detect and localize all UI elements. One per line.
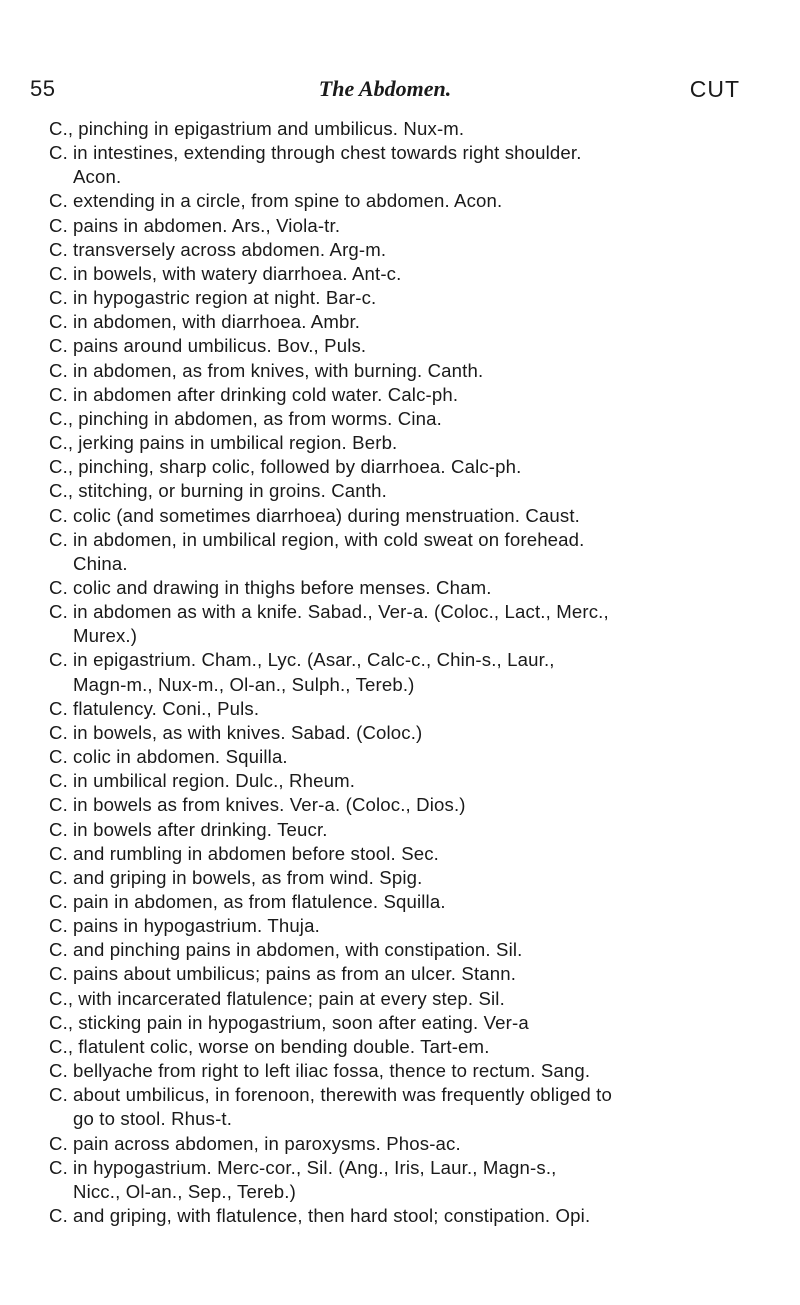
entry-rubric: C., xyxy=(49,407,74,429)
entry-continuation-line: Nicc., Ol-an., Sep., Tereb.) xyxy=(73,1180,296,1202)
entry xyxy=(49,262,749,286)
entry xyxy=(49,528,749,576)
entry-line: with incarcerated flatulence; pain at every step. Sil. xyxy=(78,987,505,1009)
entry-line: pain in abdomen, as from flatulence. Squilla. xyxy=(73,891,446,912)
entry xyxy=(49,407,749,431)
entry-rubric: C. xyxy=(49,335,68,357)
entry-line: bellyache from right to left iliac fossa, thence to rectum. Sang. xyxy=(73,1060,591,1082)
entry-rubric: C., xyxy=(49,987,74,1009)
entry-text xyxy=(73,479,749,503)
entry xyxy=(49,987,749,1011)
entry-line: in bowels as from knives. Ver-a. (Coloc., Dios.) xyxy=(73,794,466,816)
entry-text xyxy=(68,793,749,817)
entry-line: and pinching pains in abdomen, with constipation. Sil. xyxy=(73,939,523,961)
entry xyxy=(49,600,749,648)
entry-rubric: C. xyxy=(49,383,68,405)
entry-rubric: C., xyxy=(49,1035,74,1057)
entry-rubric: C. xyxy=(49,891,68,912)
entry-rubric: C. xyxy=(49,238,68,260)
entry-rubric: C., xyxy=(49,432,74,454)
entry-line: pinching, sharp colic, followed by diarrhoea. Calc-ph. xyxy=(78,456,522,478)
entry-text xyxy=(68,818,749,842)
entry xyxy=(49,793,749,817)
entry-text xyxy=(68,866,749,890)
page-header xyxy=(30,76,740,108)
running-title: The Abdomen. xyxy=(318,76,452,101)
entry-text xyxy=(68,914,749,938)
entry-line: in abdomen as with a knife. Sabad., Ver-a. (Coloc., Lact., Merc., xyxy=(73,601,609,623)
entry-rubric: C. xyxy=(49,262,68,284)
entry-rubric: C. xyxy=(49,1084,68,1106)
entry-rubric: C. xyxy=(49,770,68,792)
entry-line: transversely across abdomen. Arg-m. xyxy=(73,238,387,260)
entry-text xyxy=(68,1156,749,1204)
entry xyxy=(49,697,749,721)
entry-continuation-line: Magn-m., Nux-m., Ol-an., Sulph., Tereb.) xyxy=(73,673,415,695)
entry-line: and griping in bowels, as from wind. Spig. xyxy=(73,866,423,888)
entry-line: colic and drawing in thighs before menses. Cham. xyxy=(73,576,492,598)
entry xyxy=(49,1132,749,1156)
entry-rubric: C. xyxy=(49,721,68,743)
entry-line: and rumbling in abdomen before stool. Sec. xyxy=(73,842,439,864)
entry-rubric: C. xyxy=(49,697,68,719)
entry xyxy=(49,238,749,262)
entry-line: in umbilical region. Dulc., Rheum. xyxy=(73,770,356,792)
entry-text xyxy=(68,334,749,358)
entry xyxy=(49,842,749,866)
entry-line: stitching, or burning in groins. Canth. xyxy=(78,480,387,502)
entry xyxy=(49,576,749,600)
entry-rubric: C. xyxy=(49,866,68,888)
entry-text xyxy=(68,214,749,238)
entry-text xyxy=(73,1011,749,1035)
entry-line: in bowels, as with knives. Sabad. (Coloc.) xyxy=(73,721,423,743)
entry-line: in hypogastrium. Merc-cor., Sil. (Ang., Iris, Laur., Magn-s., xyxy=(73,1156,557,1178)
entry-rubric: C. xyxy=(49,142,68,164)
entry xyxy=(49,310,749,334)
entry xyxy=(49,141,749,189)
entry-text xyxy=(68,576,749,600)
entry-line: about umbilicus, in forenoon, therewith was frequently obliged to xyxy=(73,1084,612,1106)
entry xyxy=(49,818,749,842)
entry xyxy=(49,866,749,890)
entry-line: pinching in abdomen, as from worms. Cina. xyxy=(78,407,442,429)
entry xyxy=(49,1156,749,1204)
entry xyxy=(49,648,749,696)
entry-text xyxy=(68,1083,749,1131)
entry-rubric: C., xyxy=(49,1011,74,1033)
entry-continuation-line: Murex.) xyxy=(73,625,138,647)
entry-rubric: C. xyxy=(49,504,68,526)
entry-rubric: C. xyxy=(49,311,68,333)
entry-line: pains about umbilicus; pains as from an ulcer. Stann. xyxy=(73,963,517,985)
section-abbreviation: CUT xyxy=(689,76,740,102)
entry-rubric: C. xyxy=(49,1132,68,1154)
entry xyxy=(49,455,749,479)
entry-line: in intestines, extending through chest towards right shoulder. xyxy=(73,142,582,164)
entry xyxy=(49,962,749,986)
entry-line: pinching in epigastrium and umbilicus. Nux-m. xyxy=(78,118,465,139)
entry-text xyxy=(68,769,749,793)
entry-line: in abdomen after drinking cold water. Calc-ph. xyxy=(73,383,459,405)
entry-text xyxy=(68,600,749,648)
entry xyxy=(49,359,749,383)
entry-text xyxy=(68,1204,749,1228)
entry xyxy=(49,745,749,769)
entry-text xyxy=(73,117,749,141)
entry-continuation-line: Acon. xyxy=(73,166,122,188)
entry-line: and griping, with flatulence, then hard stool; constipation. Opi. xyxy=(73,1205,591,1227)
entry xyxy=(49,1083,749,1131)
entry-rubric: C. xyxy=(49,818,68,840)
entry-line: in hypogastric region at night. Bar-c. xyxy=(73,287,377,309)
entry-line: pains in hypogastrium. Thuja. xyxy=(73,915,320,937)
entry-text xyxy=(68,504,749,528)
entry-rubric: C. xyxy=(49,649,68,671)
entry-text xyxy=(68,745,749,769)
entry xyxy=(49,1204,749,1228)
entry xyxy=(49,479,749,503)
entry-text xyxy=(68,721,749,745)
entry-rubric: C., xyxy=(49,456,74,478)
entry-line: pain across abdomen, in paroxysms. Phos-ac. xyxy=(73,1132,461,1154)
entry xyxy=(49,1011,749,1035)
entry xyxy=(49,504,749,528)
entry xyxy=(49,189,749,213)
entry-text xyxy=(68,310,749,334)
entry-rubric: C. xyxy=(49,842,68,864)
entry-text xyxy=(68,1059,749,1083)
entry-text xyxy=(68,528,749,576)
entry-rubric: C. xyxy=(49,915,68,937)
entry-line: extending in a circle, from spine to abdomen. Acon. xyxy=(73,190,503,212)
entry xyxy=(49,214,749,238)
entry-rubric: C. xyxy=(49,287,68,309)
entry xyxy=(49,938,749,962)
entry-line: flatulent colic, worse on bending double. Tart-em. xyxy=(78,1035,490,1057)
entry-text xyxy=(73,1035,749,1059)
entry-text xyxy=(68,697,749,721)
entry-line: in bowels after drinking. Teucr. xyxy=(73,818,328,840)
entry-text xyxy=(68,962,749,986)
entry-text xyxy=(73,407,749,431)
entry-line: pains around umbilicus. Bov., Puls. xyxy=(73,335,367,357)
entry-line: in abdomen, with diarrhoea. Ambr. xyxy=(73,311,361,333)
entry-line: in abdomen, in umbilical region, with cold sweat on forehead. xyxy=(73,528,585,550)
entry-rubric: C. xyxy=(49,794,68,816)
entry-rubric: C. xyxy=(49,1060,68,1082)
entry-text xyxy=(68,238,749,262)
entry-line: jerking pains in umbilical region. Berb. xyxy=(78,432,398,454)
entry xyxy=(49,334,749,358)
entry-text xyxy=(73,987,749,1011)
entry xyxy=(49,1059,749,1083)
entry-text xyxy=(73,431,749,455)
entry-line: in epigastrium. Cham., Lyc. (Asar., Calc-c., Chin-s., Laur., xyxy=(73,649,555,671)
entry-text xyxy=(68,262,749,286)
entry-text xyxy=(68,1132,749,1156)
entry-rubric: C. xyxy=(49,746,68,768)
entry xyxy=(49,769,749,793)
entry-text xyxy=(73,455,749,479)
entry-text xyxy=(68,189,749,213)
entry-rubric: C. xyxy=(49,601,68,623)
entry-rubric: C., xyxy=(49,480,74,502)
page-number: 55 xyxy=(30,76,56,101)
entry xyxy=(49,383,749,407)
entry-line: in bowels, with watery diarrhoea. Ant-c. xyxy=(73,262,402,284)
entry-rubric: C. xyxy=(49,190,68,212)
entry-rubric: C. xyxy=(49,1156,68,1178)
entry-line: flatulency. Coni., Puls. xyxy=(73,697,260,719)
entry-line: colic in abdomen. Squilla. xyxy=(73,746,288,768)
entry-list xyxy=(49,117,749,1228)
entry xyxy=(49,286,749,310)
entry-continuation-line: China. xyxy=(73,552,128,574)
entry-rubric: C. xyxy=(49,1205,68,1227)
entry-text xyxy=(68,359,749,383)
entry xyxy=(49,1035,749,1059)
entry-line: in abdomen, as from knives, with burning. Canth. xyxy=(73,359,484,381)
entry-rubric: C. xyxy=(49,963,68,985)
entry-rubric: C. xyxy=(49,528,68,550)
entry-text xyxy=(68,286,749,310)
entry-line: colic (and sometimes diarrhoea) during menstruation. Caust. xyxy=(73,504,580,526)
entry-line: pains in abdomen. Ars., Viola-tr. xyxy=(73,214,341,236)
entry-line: sticking pain in hypogastrium, soon after eating. Ver-a xyxy=(78,1011,529,1033)
entry xyxy=(49,914,749,938)
entry-text xyxy=(68,383,749,407)
entry xyxy=(49,721,749,745)
entry-text xyxy=(68,938,749,962)
entry-rubric: C. xyxy=(49,576,68,598)
entry-rubric: C. xyxy=(49,359,68,381)
entry-text xyxy=(68,842,749,866)
entry-text xyxy=(68,648,749,696)
entry-text xyxy=(68,890,749,914)
entry-rubric: C. xyxy=(49,939,68,961)
entry-continuation-line: go to stool. Rhus-t. xyxy=(73,1108,233,1130)
entry-text xyxy=(68,141,749,189)
entry-rubric: C. xyxy=(49,214,68,236)
entry-rubric: C., xyxy=(49,118,74,139)
entry xyxy=(49,890,749,914)
entry xyxy=(49,431,749,455)
entry xyxy=(49,117,749,141)
